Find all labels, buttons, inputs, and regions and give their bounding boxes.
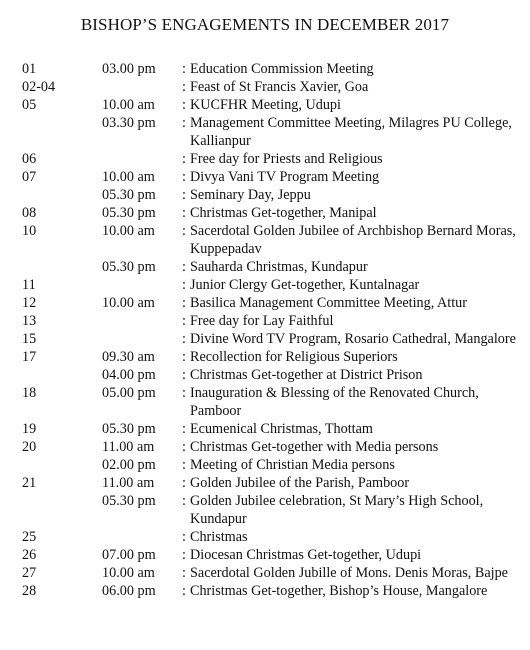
engagement-event: Christmas Get-together, Manipal xyxy=(190,205,377,221)
engagement-event: Divine Word TV Program, Rosario Cathedral, Mangalore xyxy=(190,331,516,347)
engagement-event-cell xyxy=(182,546,522,564)
engagement-time: 05.30 pm xyxy=(102,205,156,221)
engagement-row xyxy=(22,78,522,96)
engagement-separator: : xyxy=(182,79,186,95)
engagement-separator: : xyxy=(182,475,186,491)
engagement-separator: : xyxy=(182,331,186,347)
engagement-separator: : xyxy=(182,169,186,185)
engagement-date: 20 xyxy=(22,439,37,455)
engagement-event: Meeting of Christian Media persons xyxy=(190,457,395,473)
engagement-event-cell xyxy=(182,114,522,150)
engagement-event-cell xyxy=(182,528,522,546)
engagement-event-cell xyxy=(182,582,522,600)
engagement-row xyxy=(22,492,522,528)
engagement-time: 05.30 pm xyxy=(102,259,156,275)
engagement-event-cell xyxy=(182,276,522,294)
engagement-row xyxy=(22,276,522,294)
engagement-event: Management Committee Meeting, Milagres PU College, Kallianpur xyxy=(190,115,512,149)
engagement-time: 09.30 am xyxy=(102,349,155,365)
engagement-row xyxy=(22,582,522,600)
engagement-time: 10.00 am xyxy=(102,223,155,239)
engagement-event-cell xyxy=(182,492,522,528)
engagement-time: 06.00 pm xyxy=(102,583,156,599)
engagement-separator: : xyxy=(182,97,186,113)
engagement-event: Divya Vani TV Program Meeting xyxy=(190,169,380,185)
engagement-event: Seminary Day, Jeppu xyxy=(190,187,311,203)
engagement-row xyxy=(22,546,522,564)
engagement-row xyxy=(22,222,522,258)
engagement-event-cell xyxy=(182,258,522,276)
engagement-time: 05.30 pm xyxy=(102,493,156,509)
engagement-event-cell xyxy=(182,384,522,420)
engagement-separator: : xyxy=(182,187,186,203)
engagement-row xyxy=(22,258,522,276)
engagement-time: 10.00 am xyxy=(102,97,155,113)
engagement-event: Education Commission Meeting xyxy=(190,61,374,77)
engagement-event-cell xyxy=(182,294,522,312)
engagement-date: 26 xyxy=(22,547,37,563)
engagement-event-cell xyxy=(182,204,522,222)
engagement-separator: : xyxy=(182,385,186,401)
engagement-date: 10 xyxy=(22,223,37,239)
engagement-event: Recollection for Religious Superiors xyxy=(190,349,398,365)
engagement-time: 05.30 pm xyxy=(102,421,156,437)
engagement-event-cell xyxy=(182,312,522,330)
engagement-event-cell xyxy=(182,150,522,168)
engagement-date: 05 xyxy=(22,97,37,113)
engagement-time: 05.30 pm xyxy=(102,187,156,203)
engagement-event-cell xyxy=(182,564,522,582)
engagement-date: 28 xyxy=(22,583,37,599)
engagement-row xyxy=(22,456,522,474)
engagement-event-cell xyxy=(182,96,522,114)
engagement-event: Inauguration & Blessing of the Renovated Church, Pamboor xyxy=(190,385,479,419)
engagement-separator: : xyxy=(182,205,186,221)
engagement-separator: : xyxy=(182,457,186,473)
engagement-date: 12 xyxy=(22,295,37,311)
engagement-row xyxy=(22,114,522,150)
engagement-date: 27 xyxy=(22,565,37,581)
engagement-event: Diocesan Christmas Get-together, Udupi xyxy=(190,547,422,563)
engagement-event: Christmas Get-together, Bishop’s House, Mangalore xyxy=(190,583,488,599)
engagement-time: 10.00 am xyxy=(102,295,155,311)
engagement-date: 01 xyxy=(22,61,37,77)
engagement-row xyxy=(22,186,522,204)
engagement-row xyxy=(22,96,522,114)
engagement-row xyxy=(22,168,522,186)
engagement-time: 10.00 am xyxy=(102,565,155,581)
engagement-row xyxy=(22,420,522,438)
engagement-event: Feast of St Francis Xavier, Goa xyxy=(190,79,369,95)
engagement-separator: : xyxy=(182,439,186,455)
engagement-time: 05.00 pm xyxy=(102,385,156,401)
engagement-date: 18 xyxy=(22,385,37,401)
engagement-event-cell xyxy=(182,60,522,78)
engagement-date: 06 xyxy=(22,151,37,167)
engagement-separator: : xyxy=(182,493,186,509)
engagement-row xyxy=(22,366,522,384)
engagement-event: Free day for Priests and Religious xyxy=(190,151,383,167)
engagement-date: 11 xyxy=(22,277,36,293)
engagement-event: Ecumenical Christmas, Thottam xyxy=(190,421,373,437)
engagement-event-cell xyxy=(182,186,522,204)
engagement-date: 19 xyxy=(22,421,37,437)
engagement-time: 11.00 am xyxy=(102,439,155,455)
engagement-separator: : xyxy=(182,547,186,563)
engagement-time: 02.00 pm xyxy=(102,457,156,473)
engagement-row xyxy=(22,330,522,348)
engagement-separator: : xyxy=(182,421,186,437)
engagement-separator: : xyxy=(182,349,186,365)
engagement-event-cell xyxy=(182,348,522,366)
engagement-row xyxy=(22,60,522,78)
engagement-separator: : xyxy=(182,367,186,383)
engagement-row xyxy=(22,294,522,312)
engagement-row xyxy=(22,564,522,582)
engagement-event: Christmas Get-together with Media persons xyxy=(190,439,439,455)
engagement-event: Free day for Lay Faithful xyxy=(190,313,334,329)
engagement-event: KUCFHR Meeting, Udupi xyxy=(190,97,341,113)
engagement-separator: : xyxy=(182,151,186,167)
engagement-date: 07 xyxy=(22,169,37,185)
engagement-event: Sacerdotal Golden Jubilee of Archbishop Bernard Moras, Kuppepadav xyxy=(190,223,516,257)
engagement-time: 10.00 am xyxy=(102,169,155,185)
engagement-row xyxy=(22,312,522,330)
engagement-date: 13 xyxy=(22,313,37,329)
engagement-event: Golden Jubilee celebration, St Mary’s High School, Kundapur xyxy=(190,493,484,527)
engagement-date: 08 xyxy=(22,205,37,221)
engagement-event: Sauharda Christmas, Kundapur xyxy=(190,259,368,275)
engagement-event: Junior Clergy Get-together, Kuntalnagar xyxy=(190,277,420,293)
engagement-event: Christmas xyxy=(190,529,248,545)
engagement-date: 17 xyxy=(22,349,37,365)
engagement-time: 07.00 pm xyxy=(102,547,156,563)
engagement-separator: : xyxy=(182,583,186,599)
engagement-date: 02-04 xyxy=(22,79,56,95)
engagement-event: Christmas Get-together at District Prison xyxy=(190,367,423,383)
engagements-list xyxy=(22,60,522,600)
engagement-event-cell xyxy=(182,366,522,384)
engagement-event-cell xyxy=(182,78,522,96)
engagement-row xyxy=(22,474,522,492)
engagement-time: 03.00 pm xyxy=(102,61,156,77)
engagement-date: 25 xyxy=(22,529,37,545)
engagement-event: Sacerdotal Golden Jubille of Mons. Denis Moras, Bajpe xyxy=(190,565,508,581)
engagement-separator: : xyxy=(182,529,186,545)
engagement-event-cell xyxy=(182,438,522,456)
engagement-row xyxy=(22,348,522,366)
engagement-time: 04.00 pm xyxy=(102,367,156,383)
engagement-row xyxy=(22,150,522,168)
engagement-event: Golden Jubilee of the Parish, Pamboor xyxy=(190,475,410,491)
engagement-separator: : xyxy=(182,295,186,311)
engagement-row xyxy=(22,528,522,546)
engagement-row xyxy=(22,438,522,456)
engagement-separator: : xyxy=(182,277,186,293)
engagement-separator: : xyxy=(182,565,186,581)
engagement-row xyxy=(22,204,522,222)
engagement-event-cell xyxy=(182,222,522,258)
engagement-event-cell xyxy=(182,420,522,438)
engagement-separator: : xyxy=(182,259,186,275)
page-title: BISHOP’S ENGAGEMENTS IN DECEMBER 2017 xyxy=(80,15,450,34)
engagement-time: 03.30 pm xyxy=(102,115,156,131)
engagement-event-cell xyxy=(182,168,522,186)
engagement-separator: : xyxy=(182,223,186,239)
engagement-time: 11.00 am xyxy=(102,475,155,491)
engagement-event-cell xyxy=(182,330,522,348)
engagement-row xyxy=(22,384,522,420)
engagement-separator: : xyxy=(182,61,186,77)
engagement-date: 15 xyxy=(22,331,37,347)
engagement-separator: : xyxy=(182,115,186,131)
engagement-event-cell xyxy=(182,474,522,492)
engagement-event-cell xyxy=(182,456,522,474)
engagement-event: Basilica Management Committee Meeting, Attur xyxy=(190,295,467,311)
engagement-separator: : xyxy=(182,313,186,329)
engagement-date: 21 xyxy=(22,475,37,491)
